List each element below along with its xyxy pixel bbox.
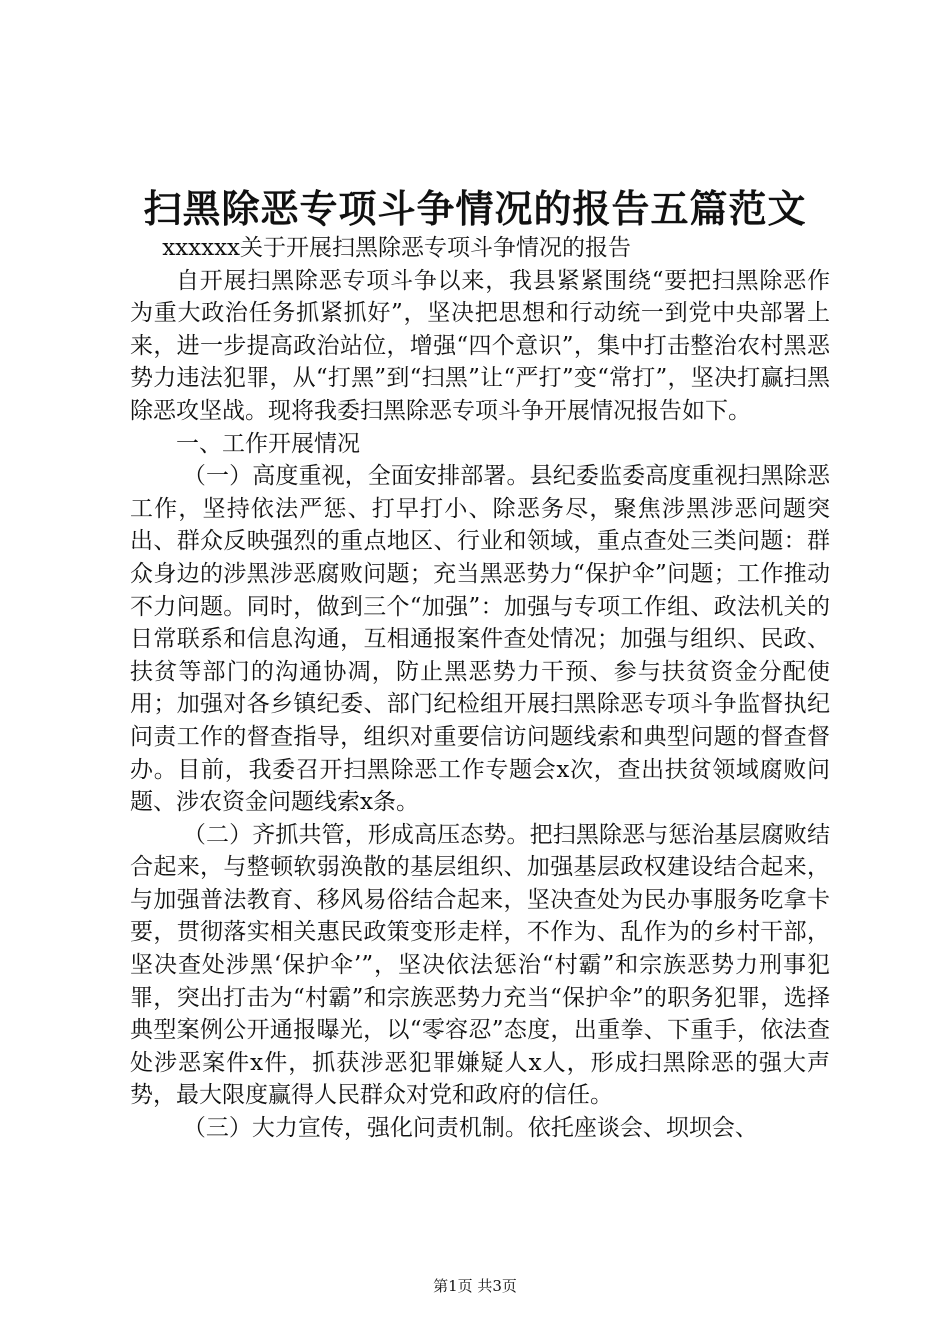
paragraph-intro: 自开展扫黑除恶专项斗争以来，我县紧紧围绕“要把扫黑除恶作为重大政治任务抓紧抓好”，坚决把思想和行动统一到党中央部署上来，进一步提高政治站位，增强“四个意识”，集中打击整治农村黑恶势力违法犯罪，从“打黑”到“扫黑”让“严打”变“常打”，坚决打赢扫黑除恶攻坚战。现将我委扫黑除恶专项斗争开展情况报告如下。 — [130, 267, 830, 424]
paragraph-item-1: （一）高度重视，全面安排部署。县纪委监委高度重视扫黑除恶工作，坚持依法严惩、打早打小、除恶务尽，聚焦涉黑涉恶问题突出、群众反映强烈的重点地区、行业和领域，重点查处三类问题：群众身边的涉黑涉恶腐败问题；充当黑恶势力“保护伞”问题；工作推动不力问题。同时，做到三个“加强”：加强与专项工作组、政法机关的日常联系和信息沟通，互相通报案件查处情况；加强与组织、民政、扶贫等部门的沟通协凋，防止黑恶势力干预、参与扶贫资金分配使用；加强对各乡镇纪委、部门纪检组开展扫黑除恶专项斗争监督执纪问责工作的督查指导，组织对重要信访问题线索和典型问题的督查督办。目前，我委召开扫黑除恶工作专题会x次，查出扶贫领域腐败问题、涉农资金问题线索x条。 — [130, 463, 830, 816]
paragraph-item-2: （二）齐抓共管，形成高压态势。把扫黑除恶与惩治基层腐败结合起来，与整顿软弱涣散的基层组织、加强基层政权建设结合起来，与加强普法教育、移风易俗结合起来，坚决查处为民办事服务吃拿卡要，贯彻落实相关惠民政策变形走样，不作为、乱作为的乡村干部，坚决查处涉黑‘保护伞’”，坚决依法惩治“村霸”和宗族恶势力刑事犯罪，突出打击为“村霸”和宗族恶势力充当“保护伞”的职务犯罪，选择典型案例公开通报曝光，以“零容忍”态度，出重拳、下重手，依法查处涉恶案件x件，抓获涉恶犯罪嫌疑人x人，形成扫黑除恶的强大声势，最大限度赢得人民群众对党和政府的信任。 — [130, 821, 830, 1109]
document-title: 扫黑除恶专项斗争情况的报告五篇范文 — [143, 186, 807, 231]
page-footer: 第1页 共3页 — [433, 1277, 517, 1295]
paragraph-item-3: （三）大力宣传，强化问责机制。依托座谈会、坝坝会、 — [182, 1115, 758, 1142]
document-body — [130, 232, 830, 1145]
report-heading: xxxxxx关于开展扫黑除恶专项斗争情况的报告 — [162, 235, 632, 261]
section-heading-work: 一、工作开展情况 — [176, 430, 360, 457]
